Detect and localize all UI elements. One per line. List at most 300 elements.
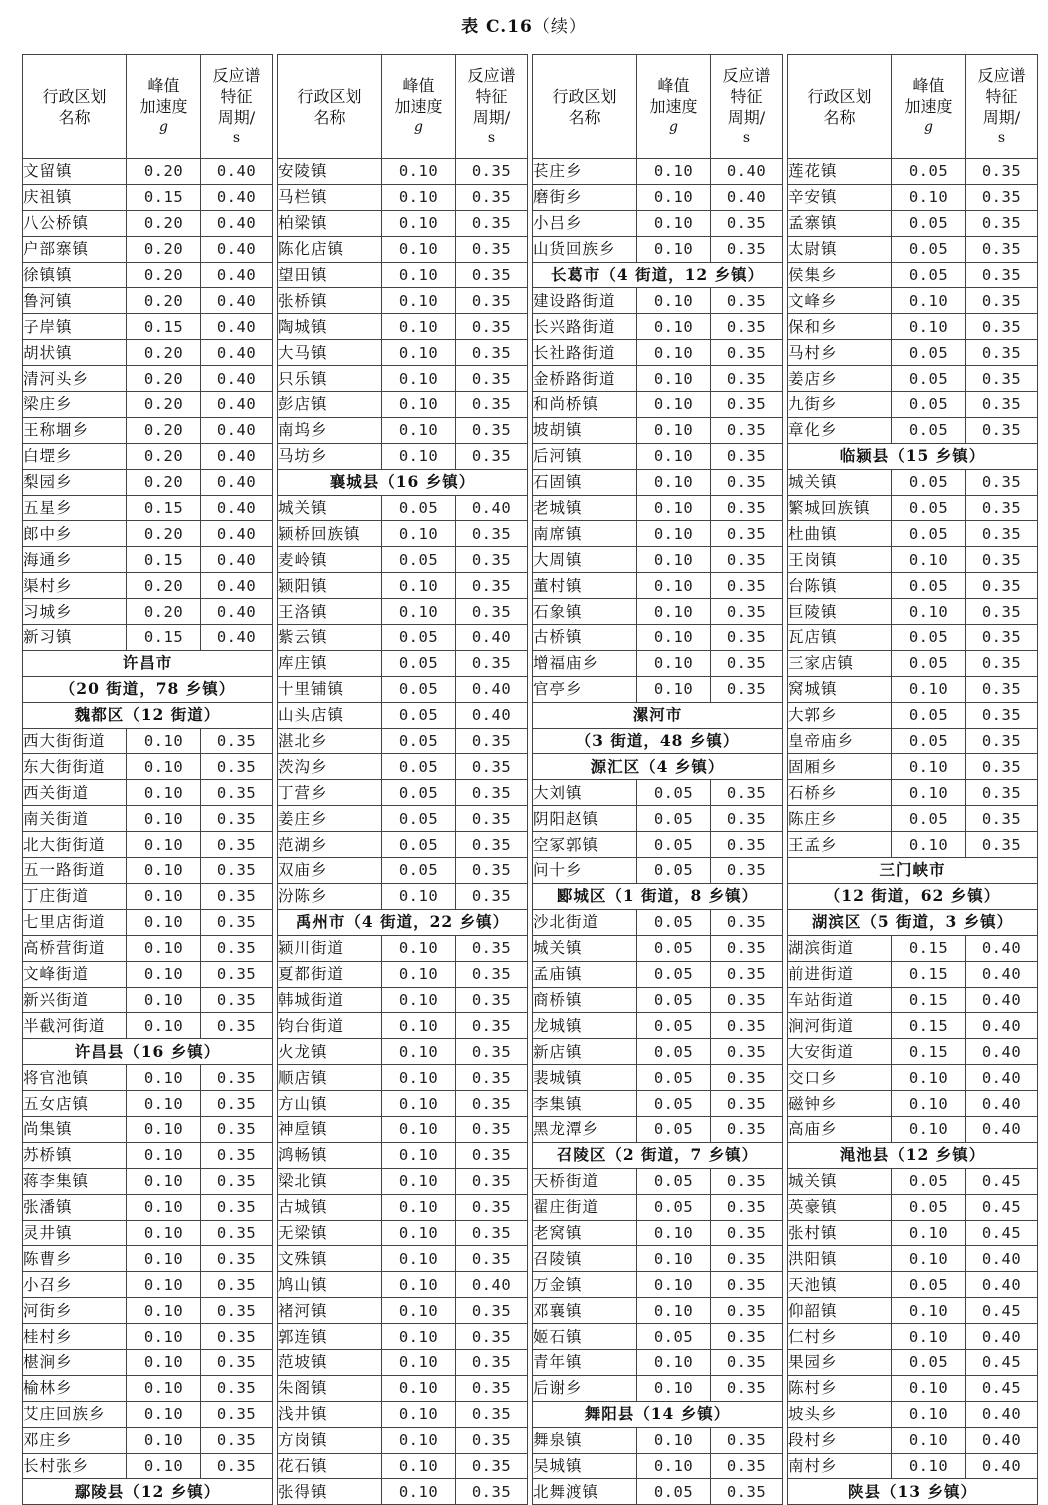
pga-cell: 0.15 xyxy=(892,987,966,1013)
period-cell: 0.35 xyxy=(711,288,783,314)
pga-cell: 0.10 xyxy=(892,288,966,314)
period-cell: 0.35 xyxy=(711,1272,783,1298)
section-heading: （20 街道，78 乡镇） xyxy=(23,676,273,702)
region-name-cell: 吴城镇 xyxy=(533,1453,637,1479)
table-column-4 xyxy=(787,54,1038,1505)
period-cell: 0.35 xyxy=(201,987,273,1013)
period-cell: 0.35 xyxy=(201,1453,273,1479)
region-name-cell: 孟庙镇 xyxy=(533,961,637,987)
table-row xyxy=(533,1375,783,1401)
pga-cell: 0.15 xyxy=(127,625,201,651)
table-row xyxy=(278,236,528,262)
region-name-cell: 马坊乡 xyxy=(278,443,382,469)
period-cell: 0.35 xyxy=(456,1375,528,1401)
region-name-cell: 大刘镇 xyxy=(533,780,637,806)
pga-cell: 0.10 xyxy=(892,1246,966,1272)
pga-cell: 0.10 xyxy=(127,780,201,806)
region-name-cell: 九街乡 xyxy=(788,392,892,418)
table-row xyxy=(788,159,1038,185)
period-cell: 0.40 xyxy=(456,1272,528,1298)
pga-cell: 0.10 xyxy=(637,184,711,210)
region-name-cell: 朱阁镇 xyxy=(278,1375,382,1401)
region-name-cell: 子岸镇 xyxy=(23,314,127,340)
section-heading: 源汇区（4 乡镇） xyxy=(533,754,783,780)
pga-cell: 0.10 xyxy=(637,1427,711,1453)
period-cell: 0.35 xyxy=(201,1194,273,1220)
region-name-cell: 车站街道 xyxy=(788,987,892,1013)
table-row xyxy=(278,1168,528,1194)
period-cell: 0.35 xyxy=(711,1168,783,1194)
period-cell: 0.35 xyxy=(966,676,1038,702)
pga-cell: 0.15 xyxy=(127,184,201,210)
region-name-cell: 尚集镇 xyxy=(23,1116,127,1142)
table-row xyxy=(533,210,783,236)
pga-cell: 0.10 xyxy=(382,314,456,340)
header-period: 反应谱 特征 周期/ s xyxy=(966,55,1038,159)
table-row xyxy=(533,236,783,262)
period-cell: 0.35 xyxy=(456,1194,528,1220)
region-name-cell: 张潘镇 xyxy=(23,1194,127,1220)
region-name-cell: 孟寨镇 xyxy=(788,210,892,236)
pga-cell: 0.10 xyxy=(892,754,966,780)
section-heading-row xyxy=(23,1039,273,1065)
region-name-cell: 双庙乡 xyxy=(278,858,382,884)
period-cell: 0.35 xyxy=(456,1220,528,1246)
region-name-cell: 七里店街道 xyxy=(23,909,127,935)
period-cell: 0.35 xyxy=(711,625,783,651)
pga-cell: 0.05 xyxy=(892,469,966,495)
region-name-cell: 舞泉镇 xyxy=(533,1427,637,1453)
region-name-cell: 高桥营街道 xyxy=(23,935,127,961)
table-row xyxy=(533,495,783,521)
region-name-cell: 召陵镇 xyxy=(533,1246,637,1272)
table-row xyxy=(23,340,273,366)
region-name-cell: 花石镇 xyxy=(278,1453,382,1479)
pga-cell: 0.10 xyxy=(127,987,201,1013)
region-name-cell: 火龙镇 xyxy=(278,1039,382,1065)
period-cell: 0.35 xyxy=(711,236,783,262)
table-row xyxy=(278,573,528,599)
table-row xyxy=(533,650,783,676)
period-cell: 0.35 xyxy=(456,547,528,573)
pga-cell: 0.10 xyxy=(382,1142,456,1168)
period-cell: 0.35 xyxy=(966,547,1038,573)
table-row xyxy=(23,1194,273,1220)
table-column-1 xyxy=(22,54,273,1505)
region-name-cell: 五一路街道 xyxy=(23,858,127,884)
table-row xyxy=(533,1065,783,1091)
table-row xyxy=(533,935,783,961)
region-name-cell: 东大街街道 xyxy=(23,754,127,780)
period-cell: 0.35 xyxy=(456,883,528,909)
section-heading-row xyxy=(788,858,1038,884)
table-row xyxy=(788,1168,1038,1194)
table-row xyxy=(788,702,1038,728)
region-name-cell: 胡状镇 xyxy=(23,340,127,366)
pga-cell: 0.10 xyxy=(637,1298,711,1324)
region-name-cell: 安陵镇 xyxy=(278,159,382,185)
region-name-cell: 万金镇 xyxy=(533,1272,637,1298)
region-name-cell: 古城镇 xyxy=(278,1194,382,1220)
period-cell: 0.35 xyxy=(966,728,1038,754)
period-cell: 0.35 xyxy=(456,1246,528,1272)
header-name: 行政区划 名称 xyxy=(533,55,637,159)
table-row xyxy=(23,1349,273,1375)
pga-cell: 0.10 xyxy=(382,1375,456,1401)
table-row xyxy=(278,547,528,573)
table-row xyxy=(278,262,528,288)
region-name-cell: 徐镇镇 xyxy=(23,262,127,288)
section-heading-row xyxy=(23,702,273,728)
table-row xyxy=(788,210,1038,236)
pga-cell: 0.15 xyxy=(127,495,201,521)
region-name-cell: 习城乡 xyxy=(23,599,127,625)
table-row xyxy=(788,392,1038,418)
region-name-cell: 半截河街道 xyxy=(23,1013,127,1039)
pga-cell: 0.10 xyxy=(127,1298,201,1324)
table-row xyxy=(23,832,273,858)
region-name-cell: 增福庙乡 xyxy=(533,650,637,676)
table-row xyxy=(788,728,1038,754)
region-name-cell: 榆林乡 xyxy=(23,1375,127,1401)
region-name-cell: 新习镇 xyxy=(23,625,127,651)
pga-cell: 0.05 xyxy=(637,987,711,1013)
region-name-cell: 五女店镇 xyxy=(23,1091,127,1117)
pga-cell: 0.05 xyxy=(637,935,711,961)
pga-cell: 0.10 xyxy=(892,314,966,340)
region-name-cell: 北大街街道 xyxy=(23,832,127,858)
period-cell: 0.35 xyxy=(966,650,1038,676)
pga-cell: 0.05 xyxy=(382,754,456,780)
pga-cell: 0.10 xyxy=(382,184,456,210)
period-cell: 0.40 xyxy=(201,495,273,521)
region-name-cell: 颍阳镇 xyxy=(278,573,382,599)
table-row xyxy=(23,754,273,780)
section-heading: 湖滨区（5 街道，3 乡镇） xyxy=(788,909,1038,935)
table-row xyxy=(533,780,783,806)
section-heading-row xyxy=(533,883,783,909)
region-name-cell: 苌庄乡 xyxy=(533,159,637,185)
section-heading-row xyxy=(788,883,1038,909)
period-cell: 0.35 xyxy=(711,495,783,521)
period-cell: 0.35 xyxy=(201,1246,273,1272)
period-cell: 0.35 xyxy=(456,1401,528,1427)
section-heading: 郾城区（1 街道，8 乡镇） xyxy=(533,883,783,909)
region-name-cell: 瓦店镇 xyxy=(788,625,892,651)
period-cell: 0.45 xyxy=(966,1349,1038,1375)
pga-cell: 0.10 xyxy=(382,392,456,418)
pga-cell: 0.20 xyxy=(127,392,201,418)
period-cell: 0.35 xyxy=(456,340,528,366)
region-name-cell: 后河镇 xyxy=(533,443,637,469)
table-row xyxy=(278,935,528,961)
region-name-cell: 仁村乡 xyxy=(788,1324,892,1350)
region-name-cell: 长村张乡 xyxy=(23,1453,127,1479)
period-cell: 0.45 xyxy=(966,1194,1038,1220)
region-name-cell: 范坡镇 xyxy=(278,1349,382,1375)
pga-cell: 0.10 xyxy=(892,1065,966,1091)
table-row xyxy=(23,392,273,418)
table-row xyxy=(788,1298,1038,1324)
period-cell: 0.35 xyxy=(456,754,528,780)
pga-cell: 0.10 xyxy=(127,909,201,935)
pga-cell: 0.05 xyxy=(637,1324,711,1350)
table-row xyxy=(278,625,528,651)
period-cell: 0.35 xyxy=(711,1013,783,1039)
pga-cell: 0.10 xyxy=(637,210,711,236)
period-cell: 0.35 xyxy=(711,443,783,469)
pga-cell: 0.10 xyxy=(637,1272,711,1298)
table-row xyxy=(23,521,273,547)
period-cell: 0.35 xyxy=(711,806,783,832)
section-heading-row xyxy=(533,1142,783,1168)
period-cell: 0.35 xyxy=(456,417,528,443)
section-heading-row xyxy=(788,1479,1038,1505)
period-cell: 0.35 xyxy=(456,1168,528,1194)
period-cell: 0.35 xyxy=(201,806,273,832)
period-cell: 0.40 xyxy=(201,392,273,418)
table-row xyxy=(23,314,273,340)
section-heading-row xyxy=(278,469,528,495)
period-cell: 0.35 xyxy=(456,443,528,469)
pga-cell: 0.05 xyxy=(637,1116,711,1142)
table-row xyxy=(533,1246,783,1272)
period-cell: 0.35 xyxy=(711,599,783,625)
table-row xyxy=(278,1065,528,1091)
table-row xyxy=(278,728,528,754)
table-title-suffix: （续） xyxy=(532,17,587,37)
period-cell: 0.35 xyxy=(711,469,783,495)
period-cell: 0.40 xyxy=(966,1427,1038,1453)
period-cell: 0.35 xyxy=(711,1246,783,1272)
region-name-cell: 黑龙潭乡 xyxy=(533,1116,637,1142)
period-cell: 0.35 xyxy=(966,832,1038,858)
region-name-cell: 彭店镇 xyxy=(278,392,382,418)
period-cell: 0.40 xyxy=(201,443,273,469)
region-name-cell: 五星乡 xyxy=(23,495,127,521)
section-heading-row xyxy=(533,262,783,288)
region-name-cell: 范湖乡 xyxy=(278,832,382,858)
region-name-cell: 张桥镇 xyxy=(278,288,382,314)
pga-cell: 0.10 xyxy=(637,417,711,443)
region-name-cell: 钧台街道 xyxy=(278,1013,382,1039)
table-row xyxy=(788,961,1038,987)
period-cell: 0.35 xyxy=(966,417,1038,443)
region-name-cell: 鸿畅镇 xyxy=(278,1142,382,1168)
region-name-cell: 城关镇 xyxy=(788,469,892,495)
pga-cell: 0.20 xyxy=(127,417,201,443)
pga-cell: 0.10 xyxy=(127,1220,201,1246)
period-cell: 0.35 xyxy=(711,935,783,961)
table-row xyxy=(788,521,1038,547)
table-row xyxy=(23,1375,273,1401)
table-row xyxy=(533,1039,783,1065)
pga-cell: 0.10 xyxy=(127,1013,201,1039)
region-name-cell: 大周镇 xyxy=(533,547,637,573)
table-row xyxy=(788,935,1038,961)
table-row xyxy=(23,547,273,573)
pga-cell: 0.10 xyxy=(127,1065,201,1091)
pga-cell: 0.20 xyxy=(127,288,201,314)
period-cell: 0.35 xyxy=(201,1168,273,1194)
pga-cell: 0.20 xyxy=(127,469,201,495)
header-pga: 峰值 加速度 g xyxy=(892,55,966,159)
section-heading-row xyxy=(533,1401,783,1427)
period-cell: 0.35 xyxy=(201,909,273,935)
region-name-cell: 果园乡 xyxy=(788,1349,892,1375)
period-cell: 0.35 xyxy=(711,392,783,418)
pga-cell: 0.05 xyxy=(892,210,966,236)
period-cell: 0.35 xyxy=(711,1194,783,1220)
pga-cell: 0.10 xyxy=(382,1453,456,1479)
region-name-cell: 和尚桥镇 xyxy=(533,392,637,418)
region-name-cell: 梁北镇 xyxy=(278,1168,382,1194)
pga-cell: 0.05 xyxy=(637,1168,711,1194)
table-row xyxy=(23,728,273,754)
pga-cell: 0.10 xyxy=(127,832,201,858)
section-heading-row xyxy=(533,702,783,728)
period-cell: 0.35 xyxy=(456,573,528,599)
pga-cell: 0.10 xyxy=(382,1013,456,1039)
table-row xyxy=(533,184,783,210)
table-row xyxy=(533,340,783,366)
period-cell: 0.45 xyxy=(966,1220,1038,1246)
pga-cell: 0.05 xyxy=(892,392,966,418)
table-row xyxy=(533,806,783,832)
region-name-cell: 茨沟乡 xyxy=(278,754,382,780)
table-row xyxy=(788,987,1038,1013)
region-name-cell: 郭连镇 xyxy=(278,1324,382,1350)
table-row xyxy=(23,159,273,185)
table-row xyxy=(278,210,528,236)
period-cell: 0.35 xyxy=(201,1220,273,1246)
pga-cell: 0.20 xyxy=(127,521,201,547)
table-row xyxy=(278,417,528,443)
table-row xyxy=(278,858,528,884)
pga-cell: 0.05 xyxy=(637,806,711,832)
table-row xyxy=(533,366,783,392)
pga-cell: 0.10 xyxy=(127,935,201,961)
pga-cell: 0.10 xyxy=(382,1427,456,1453)
table-title xyxy=(0,12,1048,37)
section-heading: 舞阳县（14 乡镇） xyxy=(533,1401,783,1427)
period-cell: 0.35 xyxy=(201,1142,273,1168)
pga-cell: 0.10 xyxy=(637,650,711,676)
period-cell: 0.35 xyxy=(966,754,1038,780)
table-row xyxy=(788,625,1038,651)
period-cell: 0.35 xyxy=(711,1091,783,1117)
region-name-cell: 李集镇 xyxy=(533,1091,637,1117)
table-row xyxy=(788,314,1038,340)
pga-cell: 0.05 xyxy=(892,625,966,651)
table-row xyxy=(788,417,1038,443)
table-row xyxy=(23,1013,273,1039)
pga-cell: 0.05 xyxy=(637,1039,711,1065)
region-name-cell: 海通乡 xyxy=(23,547,127,573)
table-row xyxy=(278,883,528,909)
region-name-cell: 张村镇 xyxy=(788,1220,892,1246)
table-row xyxy=(533,858,783,884)
region-name-cell: 无梁镇 xyxy=(278,1220,382,1246)
period-cell: 0.35 xyxy=(966,236,1038,262)
pga-cell: 0.10 xyxy=(127,858,201,884)
section-heading: 临颍县（15 乡镇） xyxy=(788,443,1038,469)
table-row xyxy=(23,883,273,909)
pga-cell: 0.10 xyxy=(382,1220,456,1246)
region-name-cell: 坡头乡 xyxy=(788,1401,892,1427)
pga-cell: 0.10 xyxy=(127,1272,201,1298)
header-row xyxy=(788,55,1038,159)
region-name-cell: 石固镇 xyxy=(533,469,637,495)
period-cell: 0.35 xyxy=(711,366,783,392)
pga-cell: 0.10 xyxy=(127,1142,201,1168)
header-name: 行政区划 名称 xyxy=(278,55,382,159)
region-name-cell: 姜庄乡 xyxy=(278,806,382,832)
pga-cell: 0.05 xyxy=(382,780,456,806)
table-row xyxy=(23,1272,273,1298)
period-cell: 0.35 xyxy=(456,1013,528,1039)
region-name-cell: 椹涧乡 xyxy=(23,1349,127,1375)
pga-cell: 0.05 xyxy=(892,159,966,185)
region-name-cell: 章化乡 xyxy=(788,417,892,443)
period-cell: 0.40 xyxy=(201,521,273,547)
table-row xyxy=(788,1220,1038,1246)
table-title-label: 表 C.16 xyxy=(461,17,533,37)
table-row xyxy=(278,159,528,185)
pga-cell: 0.10 xyxy=(127,1453,201,1479)
pga-cell: 0.05 xyxy=(892,728,966,754)
pga-cell: 0.05 xyxy=(892,262,966,288)
table-row xyxy=(278,1349,528,1375)
table-row xyxy=(278,495,528,521)
region-name-cell: 洪阳镇 xyxy=(788,1246,892,1272)
table-row xyxy=(533,961,783,987)
section-heading-row xyxy=(788,1142,1038,1168)
pga-cell: 0.05 xyxy=(892,806,966,832)
table-row xyxy=(533,987,783,1013)
pga-cell: 0.10 xyxy=(382,210,456,236)
table-row xyxy=(278,1427,528,1453)
pga-cell: 0.10 xyxy=(382,262,456,288)
region-name-cell: 青年镇 xyxy=(533,1349,637,1375)
region-name-cell: 八公桥镇 xyxy=(23,210,127,236)
table-row xyxy=(23,366,273,392)
pga-cell: 0.10 xyxy=(892,1091,966,1117)
pga-cell: 0.05 xyxy=(892,702,966,728)
period-cell: 0.40 xyxy=(201,340,273,366)
period-cell: 0.35 xyxy=(456,1324,528,1350)
period-cell: 0.35 xyxy=(201,832,273,858)
period-cell: 0.35 xyxy=(456,1427,528,1453)
pga-cell: 0.10 xyxy=(127,1324,201,1350)
table-row xyxy=(788,599,1038,625)
period-cell: 0.35 xyxy=(456,184,528,210)
period-cell: 0.35 xyxy=(711,1039,783,1065)
pga-cell: 0.10 xyxy=(382,159,456,185)
pga-cell: 0.10 xyxy=(892,1298,966,1324)
table-row xyxy=(533,1013,783,1039)
pga-cell: 0.10 xyxy=(637,159,711,185)
section-heading: 三门峡市 xyxy=(788,858,1038,884)
period-cell: 0.35 xyxy=(711,547,783,573)
pga-cell: 0.05 xyxy=(892,1272,966,1298)
pga-cell: 0.05 xyxy=(892,366,966,392)
header-name: 行政区划 名称 xyxy=(788,55,892,159)
table-row xyxy=(23,417,273,443)
pga-cell: 0.10 xyxy=(382,1272,456,1298)
table-row xyxy=(278,599,528,625)
pga-cell: 0.10 xyxy=(892,676,966,702)
